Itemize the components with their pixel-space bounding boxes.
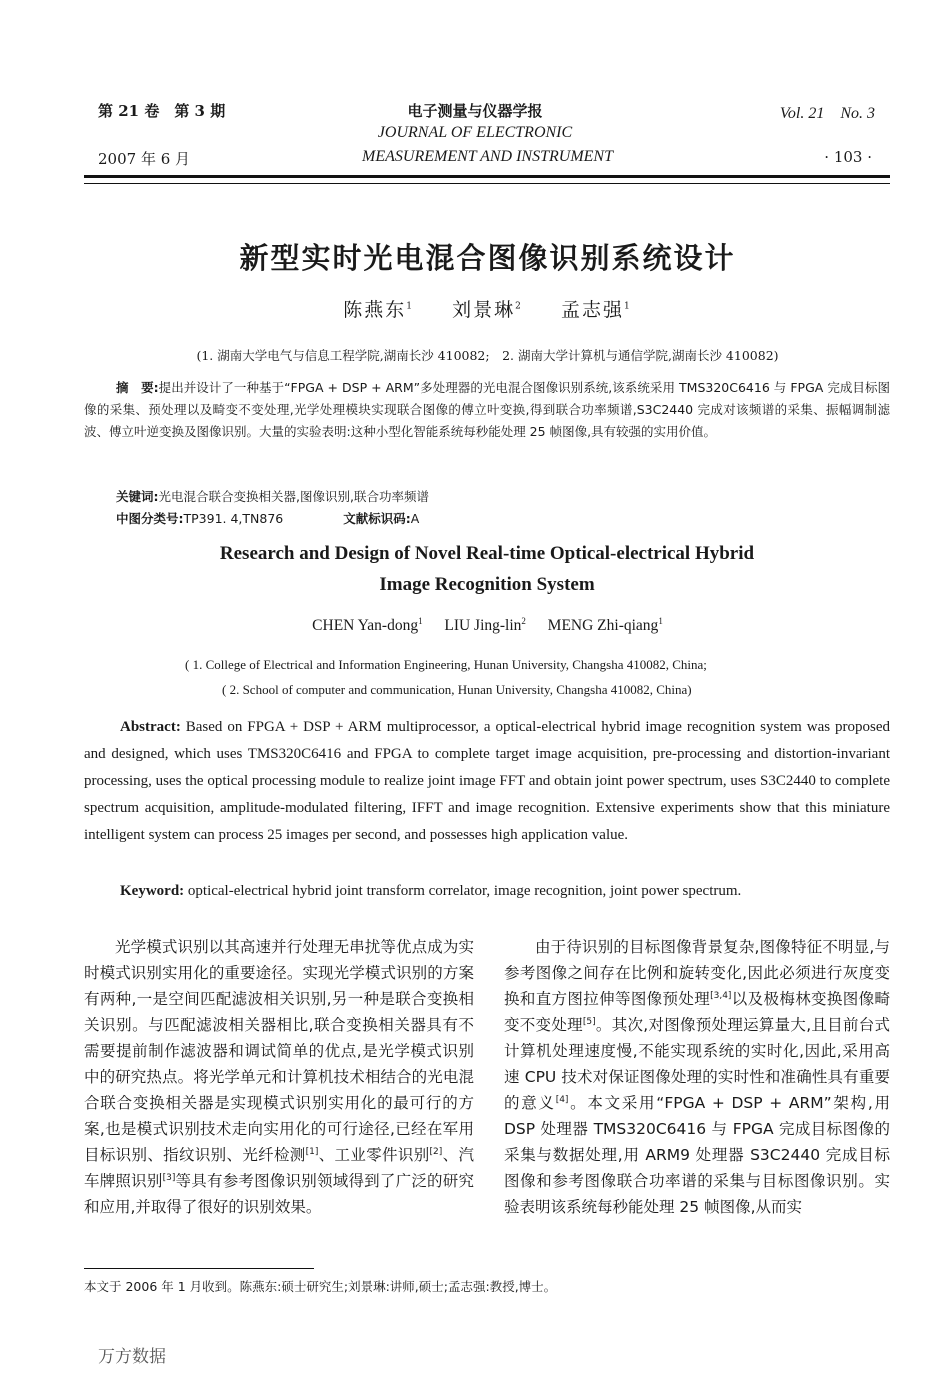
citation-ref: [3] bbox=[162, 1172, 176, 1183]
journal-name-en-1: JOURNAL OF ELECTRONIC bbox=[377, 124, 573, 141]
keywords-cn-text: 光电混合联合变换相关器,图像识别,联合功率频谱 bbox=[158, 489, 429, 504]
title-en-line-1: Research and Design of Novel Real-time Optical-electrical Hybrid bbox=[219, 543, 755, 564]
abstract-en bbox=[84, 714, 890, 849]
abstract-cn bbox=[84, 377, 890, 443]
watermark: 万方数据 bbox=[98, 1347, 166, 1367]
title-cn: 新型实时光电混合图像识别系统设计 bbox=[239, 241, 736, 275]
title-en-line-2: Image Recognition System bbox=[379, 574, 595, 595]
author-cn-2: 刘景琳$^2$ bbox=[452, 299, 523, 321]
author-en-3: MENG Zhi-qiang$^1$ bbox=[547, 615, 663, 634]
journal-name-en-2: MEASUREMENT AND INSTRUMENT bbox=[362, 148, 613, 165]
publication-date: 2007 年 6 月 bbox=[98, 150, 191, 168]
citation-ref: [3,4] bbox=[710, 990, 732, 1001]
footnote-rule bbox=[84, 1268, 314, 1269]
authors-cn bbox=[0, 295, 950, 322]
citation-ref: [1] bbox=[305, 1146, 319, 1157]
body-column-left: 光学模式识别以其高速并行处理无串扰等优点成为实时模式识别实用化的重要途径。实现光学模式识别的方案有两种,一是空间匹配滤波相关识别,另一种是联合变换相关识别。与匹配滤波相关器相比,联合变换相关器具有不需要提前制作滤波器和调试简单的优点,是光学模式识别中的研究热点。将光学单元和计算机技术相结合的光电混合联合变换相关器是实现模式识别实用化的最可行的方案,也是模式识别技术走向实用化的可行途径,已经在军用目标识别、指纹识别、光纤检测[1]、工业零件识别[2]、汽车牌照识别[3]等具有参考图像识别领域得到了广泛的研究和应用,并取得了很好的识别效果。 bbox=[84, 938, 474, 1216]
header-rule-thin bbox=[84, 183, 890, 184]
author-cn-3: 孟志强$^1$ bbox=[560, 299, 632, 321]
doc-code-value: A bbox=[410, 511, 420, 526]
citation-ref: [5] bbox=[582, 1016, 596, 1027]
header-rule-thick bbox=[84, 175, 890, 178]
volume-number-en: Vol. 21 No. 3 bbox=[779, 105, 875, 122]
affiliations-cn: (1. 湖南大学电气与信息工程学院,湖南长沙 410082; 2. 湖南大学计算机与通信学院,湖南长沙 410082) bbox=[196, 348, 779, 363]
title-en bbox=[84, 538, 890, 600]
citation-ref: [4] bbox=[555, 1094, 569, 1105]
author-cn-1: 陈燕东$^1$ bbox=[343, 299, 415, 321]
body-column-right: 由于待识别的目标图像背景复杂,图像特征不明显,与参考图像之间存在比例和旋转变化,因此必须进行灰度变换和直方图拉伸等图像预处理[3,4]以及极梅林变换图像畸变不变处理[5]。其次,对图像预处理运算量大,且目前台式计算机处理速度慢,不能实现系统的实时化,因此,采用高速 CPU 技术对保证图像处理的实时性和准确性具有重要的意义[4]。本文采用“FPGA + DSP + ARM”架构,用 DSP 处理器 TMS320C6416 与 FPGA 完成目标图像的采集与数据处理,用 ARM9 处理器 S3C2440 完成目标图像和参考图像联合功率谱的采集与目标图像识别。实验表明该系统每秒能处理 25 帧图像,从而实 bbox=[504, 938, 890, 1216]
abstract-en-label: Abstract: bbox=[120, 719, 181, 735]
affiliation-en-1: ( 1. College of Electrical and Information Engineering, Hunan University, Changsha 410082, China; bbox=[185, 657, 707, 672]
classification bbox=[116, 508, 419, 530]
citation-ref: [2] bbox=[429, 1146, 443, 1157]
keywords-en-text: optical-electrical hybrid joint transform correlator, image recognition, joint power spectrum. bbox=[187, 883, 742, 899]
keywords-cn-label: 关键词: bbox=[116, 489, 159, 504]
footnote: 本文于 2006 年 1 月收到。陈燕东:硕士研究生;刘景琳:讲师,硕士;孟志强:教授,博士。 bbox=[84, 1279, 557, 1294]
volume-issue: 第 21 卷 第 3 期 bbox=[98, 102, 226, 120]
keywords-en-label: Keyword: bbox=[120, 883, 185, 899]
author-en-1: CHEN Yan-dong$^1$ bbox=[312, 615, 423, 634]
authors-en bbox=[0, 617, 950, 635]
clc-label: 中图分类号: bbox=[116, 511, 184, 526]
abstract-en-text: Based on FPGA + DSP + ARM multiprocessor, a optical-electrical hybrid image recognition system was proposed and designed, which uses TMS320C6416 and FPGA to complete target image acquisition, pre-processing and distortion-invariant processing, uses the optical processing module to realize joint image FFT and obtain joint power spectrum, uses S3C2440 to complete spectrum acquisition, amplitude-modulated filtering, IFFT and image recognition. Extensive experiments show that this miniature intelligent system can process 25 images per second, and possesses high application value. bbox=[84, 719, 890, 843]
affiliation-en-2: ( 2. School of computer and communication, Hunan University, Changsha 410082, China) bbox=[222, 682, 692, 697]
keywords-cn bbox=[116, 486, 429, 508]
clc-value: TP391. 4,TN876 bbox=[183, 511, 284, 526]
abstract-cn-label: 摘 要: bbox=[116, 380, 159, 395]
author-en-2: LIU Jing-lin$^2$ bbox=[444, 615, 526, 634]
doc-code-label: 文献标识码: bbox=[343, 511, 411, 526]
keywords-en bbox=[120, 878, 741, 905]
page-number: · 103 · bbox=[824, 148, 872, 166]
journal-name-cn: 电子测量与仪器学报 bbox=[407, 102, 543, 120]
abstract-cn-text: 提出并设计了一种基于“FPGA + DSP + ARM”多处理器的光电混合图像识别系统,该系统采用 TMS320C6416 与 FPGA 完成目标图像的采集、预处理以及畸变不变处理,光学处理模块实现联合图像的傅立叶变换,得到联合功率频谱,S3C2440 完成对该频谱的采集、振幅调制滤波、傅立叶逆变换及图像识别。大量的实验表明:这种小型化智能系统每秒能处理 25 帧图像,具有较强的实用价值。 bbox=[84, 380, 890, 439]
